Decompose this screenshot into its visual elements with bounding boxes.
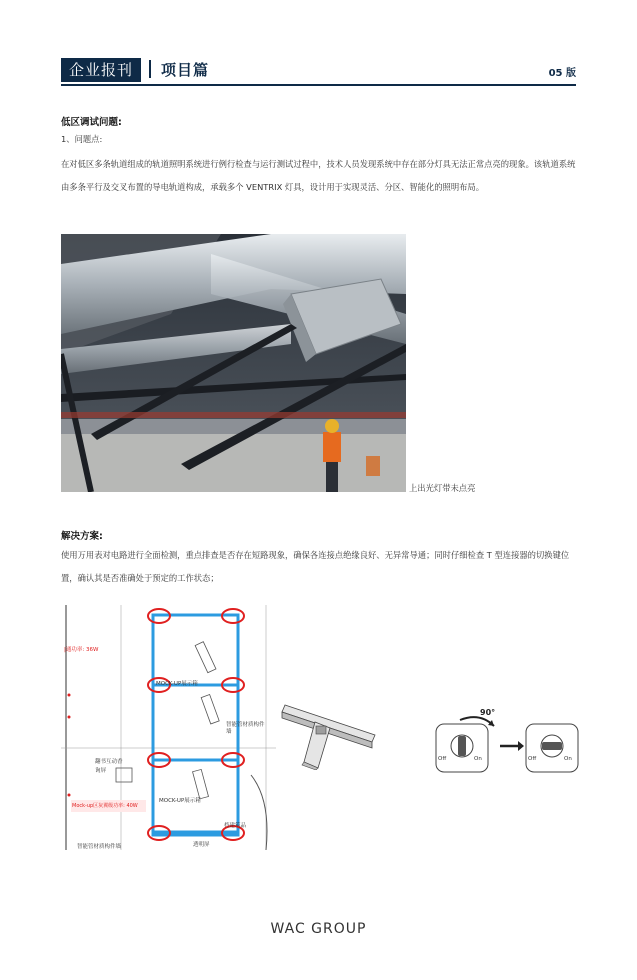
- issue-point-label: 1、问题点:: [61, 134, 103, 144]
- plan-zone-power-label: Mock-up区灰翼级功率: 40W: [72, 803, 138, 809]
- switch-on-right: On: [564, 756, 572, 762]
- photo-caption: 上出光灯带未点亮: [409, 483, 476, 493]
- switch-off-left: Off: [438, 756, 447, 762]
- plan-screen-label-2: 询屏: [95, 768, 107, 774]
- issue-paragraph: 在对低区多条轨道组成的轨道照明系统进行例行检查与运行测试过程中，技术人员发现系统中存在部分灯具无法正常点亮的现象。该轨道系统由多条平行及交叉布置的导电轨道构成，承载多个 VENTRIX 灯具，设计用于实现灵活、分区、智能化的照明布局。: [61, 159, 576, 192]
- plan-mockup-bottom-label: MOCK-UP展示箱: [159, 798, 201, 804]
- section-title: 项目篇: [161, 61, 210, 79]
- page-header: [61, 58, 576, 84]
- issue-heading: 低区调试问题:: [61, 117, 122, 128]
- footer-logo: WAC GROUP: [270, 921, 367, 937]
- plan-glass-label: 透明屏: [193, 842, 210, 848]
- rotation-angle-label: 90°: [480, 708, 496, 717]
- plan-mockup-top-label: MOCK-UP展示箱: [156, 681, 198, 687]
- plan-screen-label: 翻书互动香: [95, 759, 123, 765]
- ceiling-photo-drawing: [61, 234, 406, 492]
- ceiling-photo: [61, 234, 406, 492]
- switch-rotation-drawing: [432, 708, 582, 778]
- t-connector-illustration: [280, 690, 380, 770]
- track-layout-plan: [61, 600, 276, 855]
- plan-wall-bottom-label: 智能管材质构件墙: [77, 844, 122, 850]
- switch-off-right: Off: [528, 756, 537, 762]
- solution-heading: 解决方案:: [61, 531, 103, 542]
- t-connector-drawing: [280, 690, 380, 770]
- plan-power-label: |通功率: 36W: [64, 647, 99, 653]
- switch-on-left: On: [474, 756, 482, 762]
- solution-paragraph: 使用万用表对电路进行全面检测，重点排查是否存在短路现象，确保各连接点绝缘良好、无异常导通；同时仔细检查 T 型连接器的切换键位置，确认其是否准确处于预定的工作状态；: [61, 550, 570, 583]
- publication-title: 企业报刊: [61, 58, 141, 82]
- plan-wall-right-label: 智能管材质构件墙: [226, 722, 265, 735]
- plan-tall-label: 档建筑品: [224, 823, 247, 829]
- switch-rotation-illustration: [432, 708, 582, 778]
- page-number: 05 版: [548, 68, 576, 79]
- header-rule: [61, 84, 576, 86]
- header-divider: [149, 60, 151, 78]
